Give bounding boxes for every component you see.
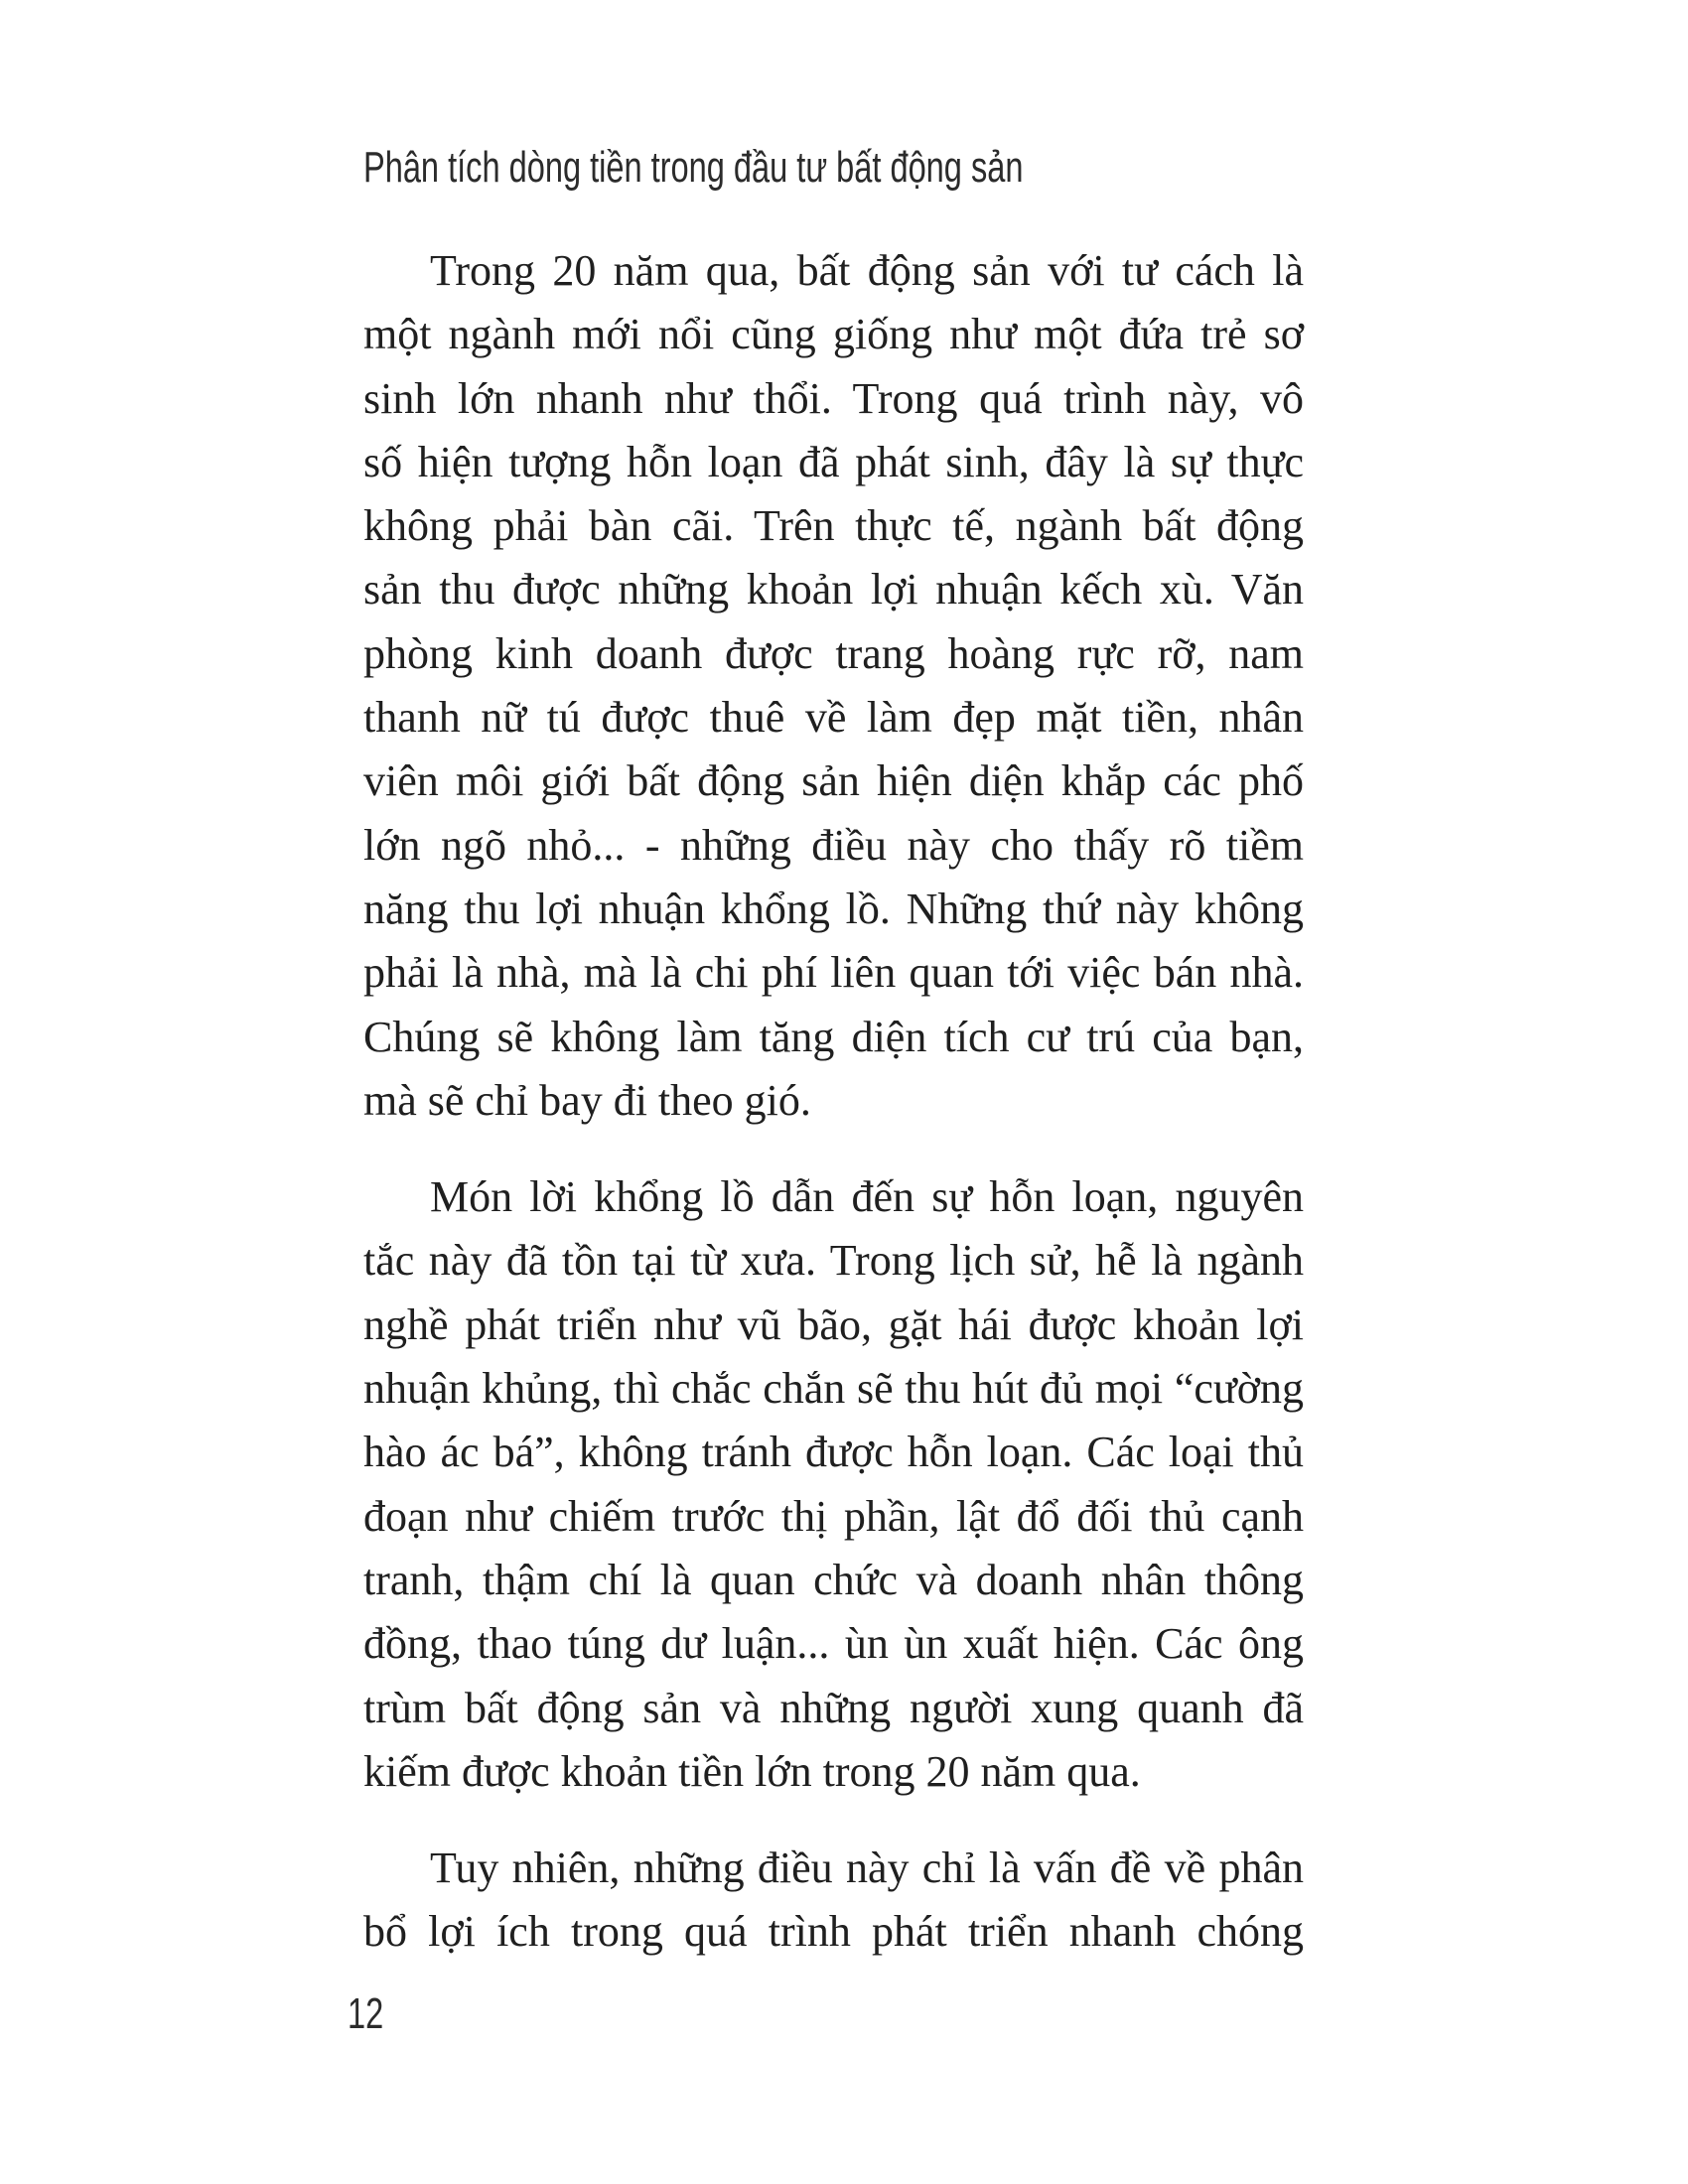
text-line: tranh, thậm chí là quan chức và doanh nhân thông bbox=[363, 1555, 1304, 1604]
text-line: sinh lớn nhanh như thổi. Trong quá trình này, vô bbox=[363, 373, 1304, 423]
page-number bbox=[348, 1991, 396, 2037]
text-line: tắc này đã tồn tại từ xưa. Trong lịch sử, hễ là ngành bbox=[363, 1236, 1304, 1286]
paragraph bbox=[363, 1165, 1304, 1804]
text-line: kiếm được khoản tiền lớn trong 20 năm qua. bbox=[363, 1746, 1141, 1796]
text-line: không phải bàn cãi. Trên thực tế, ngành bất động bbox=[363, 501, 1304, 551]
running-header bbox=[363, 145, 1255, 191]
paragraph bbox=[363, 1837, 1304, 1965]
text-line: phải là nhà, mà là chi phí liên quan tới việc bán nhà. bbox=[363, 948, 1304, 998]
text-line: trùm bất động sản và những người xung quanh đã bbox=[363, 1683, 1304, 1732]
text-line: Chúng sẽ không làm tăng diện tích cư trú của bạn, bbox=[363, 1012, 1304, 1061]
text-line: mà sẽ chỉ bay đi theo gió. bbox=[363, 1075, 811, 1125]
text-line: nghề phát triển như vũ bão, gặt hái được khoản lợi bbox=[363, 1299, 1304, 1349]
running-header-text: Phân tích dòng tiền trong đầu tư bất động sản bbox=[363, 143, 1024, 192]
text-line: Món lời khổng lồ dẫn đến sự hỗn loạn, nguyên bbox=[430, 1172, 1304, 1222]
text-line: sản thu được những khoản lợi nhuận kếch xù. Văn bbox=[363, 565, 1304, 614]
text-line: một ngành mới nổi cũng giống như một đứa trẻ sơ bbox=[363, 310, 1304, 359]
text-line: thanh nữ tú được thuê về làm đẹp mặt tiền, nhân bbox=[363, 693, 1304, 743]
text-line: đồng, thao túng dư luận... ùn ùn xuất hiện. Các ông bbox=[363, 1619, 1304, 1669]
text-line: bổ lợi ích trong quá trình phát triển nhanh chóng bbox=[363, 1907, 1304, 1957]
text-line: Trong 20 năm qua, bất động sản với tư cách là bbox=[430, 246, 1304, 295]
page-body bbox=[363, 239, 1304, 1965]
page-number-text: 12 bbox=[348, 1989, 384, 2038]
text-line: hào ác bá”, không tránh được hỗn loạn. Các loại thủ bbox=[363, 1428, 1304, 1477]
text-line: số hiện tượng hỗn loạn đã phát sinh, đây là sự thực bbox=[363, 437, 1304, 486]
paragraph bbox=[363, 239, 1304, 1133]
text-line: đoạn như chiếm trước thị phần, lật đổ đối thủ cạnh bbox=[363, 1491, 1304, 1541]
text-line: Tuy nhiên, những điều này chỉ là vấn đề về phân bbox=[430, 1843, 1304, 1893]
text-line: viên môi giới bất động sản hiện diện khắp các phố bbox=[363, 756, 1304, 806]
text-line: nhuận khủng, thì chắc chắn sẽ thu hút đủ mọi “cường bbox=[363, 1364, 1304, 1414]
text-line: năng thu lợi nhuận khổng lồ. Những thứ này không bbox=[363, 884, 1304, 933]
text-line: lớn ngõ nhỏ... - những điều này cho thấy rõ tiềm bbox=[363, 820, 1304, 870]
text-line: phòng kinh doanh được trang hoàng rực rỡ, nam bbox=[363, 628, 1304, 678]
